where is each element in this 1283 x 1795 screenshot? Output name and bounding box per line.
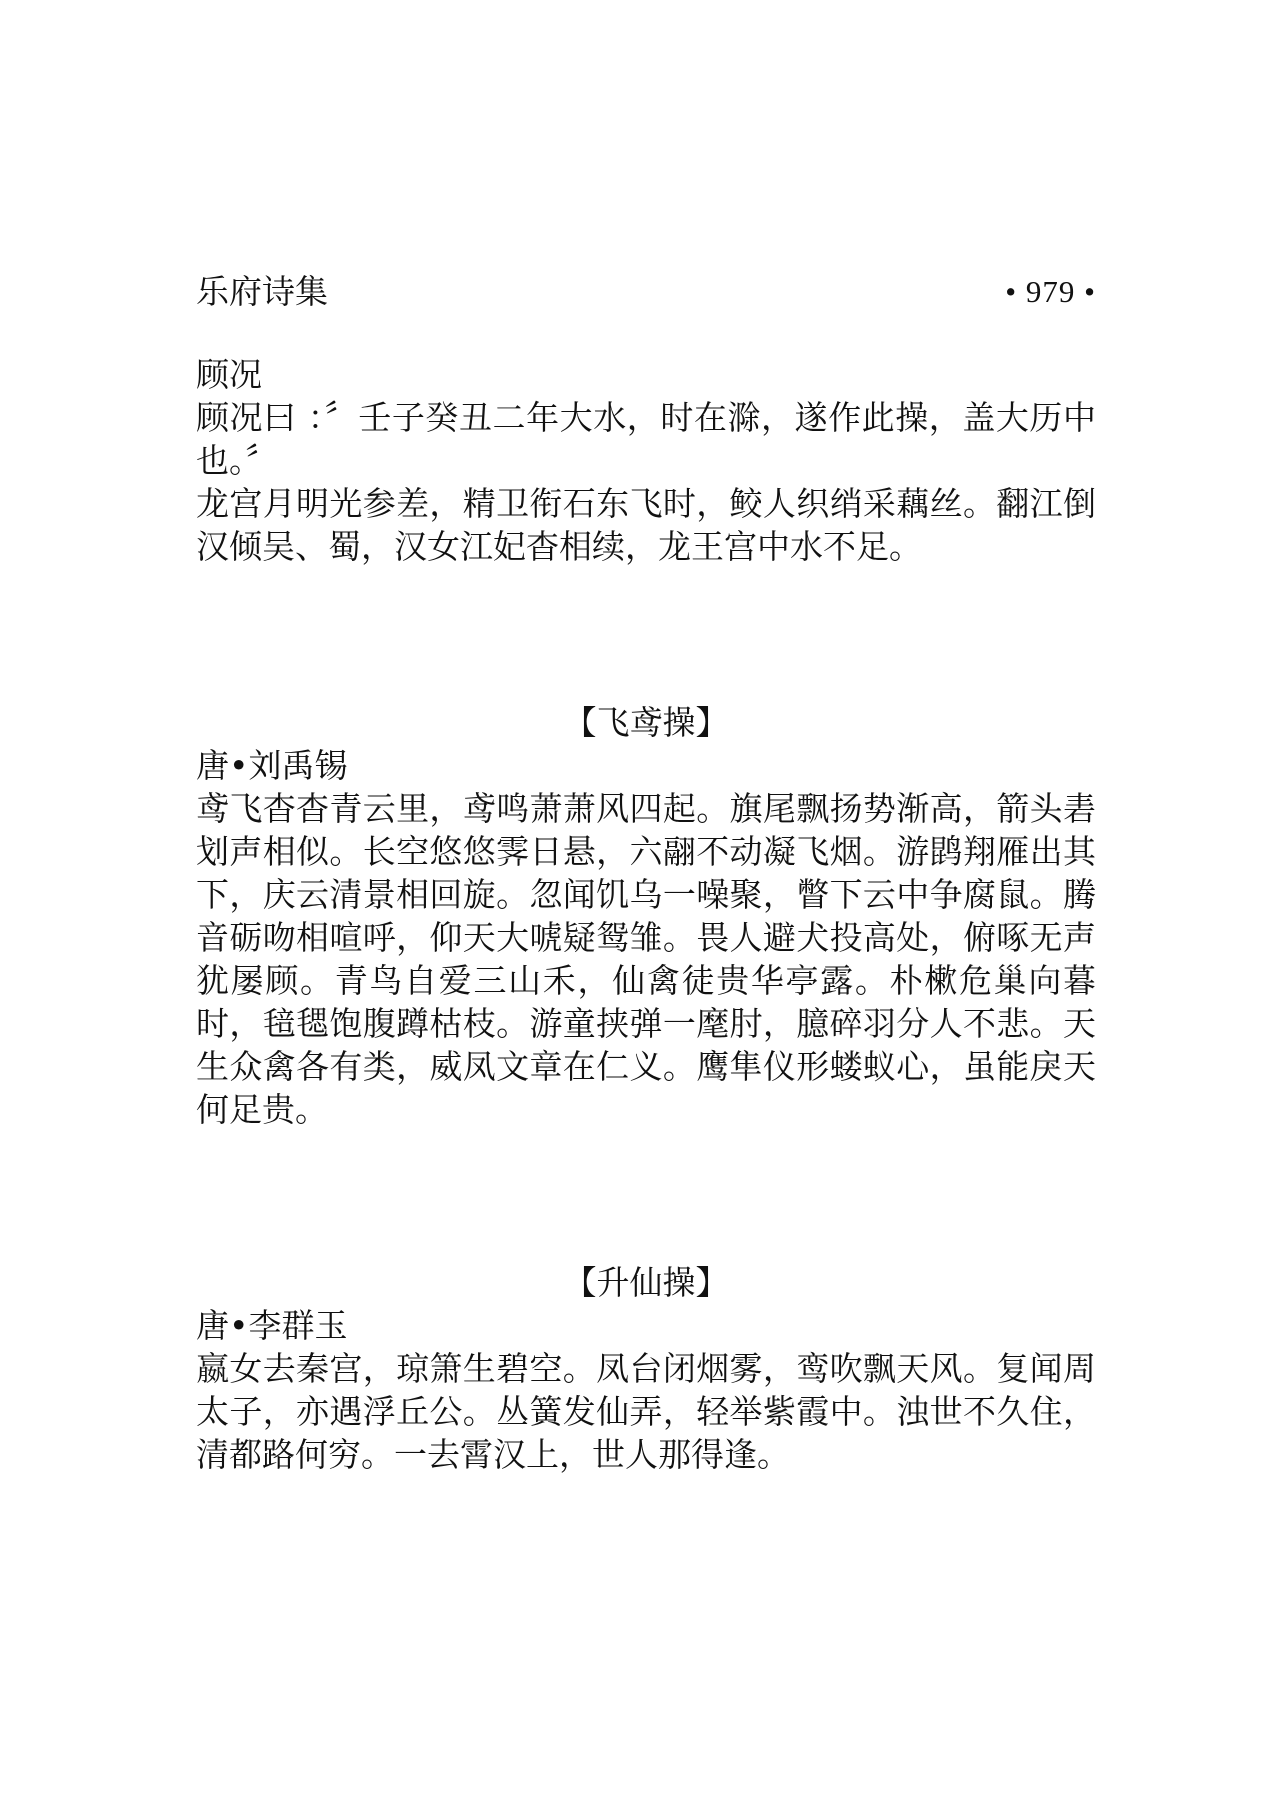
poem-title: 【飞鸢操】 [563, 703, 729, 742]
page-number: • 979 • [1005, 274, 1096, 309]
poem-author: 唐•李群玉 [196, 1306, 348, 1345]
running-header [196, 270, 1096, 314]
poem-title: 【升仙操】 [563, 1263, 729, 1302]
document-page [196, 0, 1096, 1795]
poem-section-fei-yuan-cao [196, 701, 1096, 1131]
book-title: 乐府诗集 [196, 272, 328, 311]
poem-author: 顾况 [196, 355, 262, 394]
poem-body: 龙宫月明光参差，精卫衔石东飞时，鲛人织绡采藕丝。翻江倒汉倾吴、蜀，汉女江妃杳相续，龙王宫中水不足。 [196, 484, 1096, 566]
poem-body: 嬴女去秦宫，琼箫生碧空。凤台闭烟雾，鸾吹飘天风。复闻周太子，亦遇浮丘公。丛簧发仙弄，轻举紫霞中。浊世不久住，清都路何穷。一去霄汉上，世人那得逢。 [196, 1349, 1096, 1474]
poem-preface: 顾况曰 ：〞壬子癸丑二年大水，时在滁，遂作此操，盖大历中也。〞 [196, 398, 1096, 480]
poem-author: 唐•刘禹锡 [196, 746, 348, 785]
poem-body: 鸢飞杳杳青云里，鸢鸣萧萧风四起。旗尾飘扬势渐高，箭头砉划声相似。长空悠悠霁日悬，六翮不动凝飞烟。游鹍翔雁出其下，庆云清景相回旋。忽闻饥乌一噪聚，瞥下云中争腐鼠。腾音砺吻相喧呼，仰天大唬疑鸳雏。畏人避犬投高处，俯啄无声犹屡顾。青鸟自爱三山禾，仙禽徒贵华亭露。朴樕危巢向暮时，毰毸饱腹蹲枯枝。游童挟弹一麾肘，臆碎羽分人不悲。天生众禽各有类，威凤文章在仁义。鹰隼仪形蝼蚁心，虽能戾天何足贵。 [196, 789, 1096, 1129]
poem-section-sheng-xian-cao [196, 1261, 1096, 1476]
poem-section-gu-kuang [196, 353, 1096, 568]
